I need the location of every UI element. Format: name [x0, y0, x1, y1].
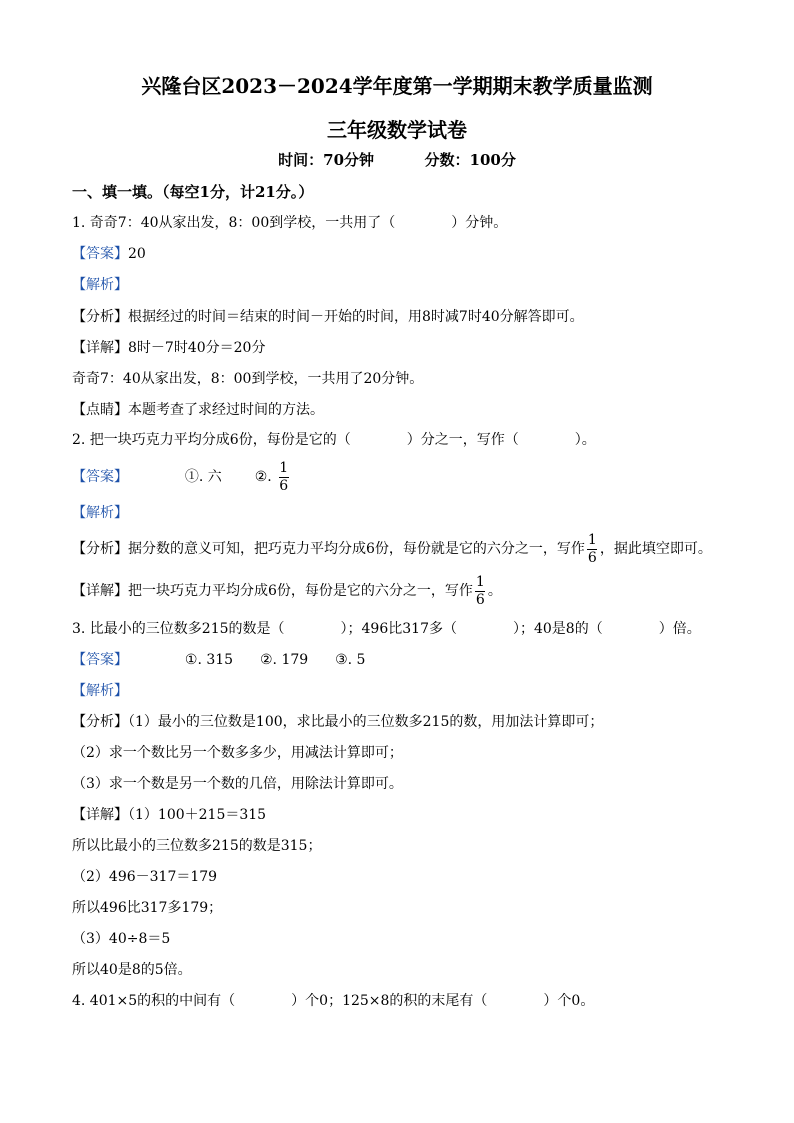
detail-text: 把一块巧克力平均分成6份，每份是它的六分之一，写作 [128, 583, 473, 599]
time-label: 时间：70分钟 [278, 151, 375, 169]
q1-analysis-head: 【解析】 [72, 277, 128, 293]
q3-analysis-head: 【解析】 [72, 683, 128, 699]
fraction-one-sixth: $\frac{1}{6}$ [279, 459, 289, 494]
analysis-tag: 【分析】 [72, 714, 128, 730]
q1-answer [72, 245, 146, 263]
q3-detail-5: （3）40÷8＝5 [72, 931, 171, 947]
q3-detail-6: 所以40是8的5倍。 [72, 962, 192, 978]
analysis-text: （1）最小的三位数是100，求比最小的三位数多215的数，用加法计算即可； [128, 714, 604, 730]
analysis-tag: 【分析】 [72, 309, 128, 325]
point-text: 本题考查了求经过时间的方法。 [128, 402, 324, 418]
analysis-text-end: ，据此填空即可。 [599, 541, 712, 557]
answer-value: 20 [128, 246, 146, 262]
exam-meta [0, 149, 794, 170]
q3-analysis [72, 713, 603, 731]
q2-answer [72, 460, 291, 494]
q3-detail-3: （2）496－317＝179 [72, 869, 218, 885]
fraction-one-sixth: $\frac{1}{6}$ [475, 573, 485, 608]
answer-tag: 【答案】 [72, 469, 128, 485]
detail-text-end: 。 [487, 583, 502, 599]
detail-tag: 【详解】 [72, 340, 128, 356]
score-label: 分数：100分 [424, 151, 516, 169]
detail-text: 8时－7时40分＝20分 [128, 340, 266, 356]
q1-stem: 1. 奇奇7：40从家出发，8：00到学校，一共用了（ ）分钟。 [72, 215, 508, 231]
exam-title: 兴隆台区2023－2024学年度第一学期期末教学质量监测 [141, 74, 653, 98]
analysis-tag: 【分析】 [72, 541, 128, 557]
fraction-one-sixth: $\frac{1}{6}$ [587, 531, 597, 566]
section-heading: 一、填一填。（每空1分，计21分。） [72, 183, 314, 201]
q3-analysis-3: （3）求一个数是另一个数的几倍，用除法计算即可。 [72, 776, 403, 792]
q2-detail [72, 574, 502, 608]
q3-detail-2: 所以比最小的三位数多215的数是315； [72, 838, 322, 854]
analysis-text: 根据经过的时间＝结束的时间－开始的时间，用8时减7时40分解答即可。 [128, 309, 584, 325]
q1-point [72, 401, 324, 419]
q1-detail-2: 奇奇7：40从家出发，8：00到学校，一共用了20分钟。 [72, 371, 424, 387]
q1-analysis [72, 308, 584, 326]
detail-tag: 【详解】 [72, 807, 128, 823]
detail-tag: 【详解】 [72, 583, 128, 599]
point-tag: 【点睛】 [72, 402, 128, 418]
answer-2: ②. [254, 469, 272, 485]
answer-tag: 【答案】 [72, 652, 128, 668]
q3-detail [72, 806, 266, 824]
exam-subtitle: 三年级数学试卷 [327, 118, 467, 142]
answer-3: ③. 5 [335, 652, 366, 668]
q1-detail [72, 339, 265, 357]
q3-answer [72, 651, 365, 669]
q4-stem: 4. 401×5的积的中间有（ ）个0；125×8的积的末尾有（ ）个0。 [72, 993, 595, 1009]
answer-1: ①. 315 [184, 652, 234, 668]
answer-2: ②. 179 [260, 652, 309, 668]
analysis-text: 据分数的意义可知，把巧克力平均分成6份，每份就是它的六分之一，写作 [128, 541, 585, 557]
q3-stem: 3. 比最小的三位数多215的数是（ ）；496比317多（ ）；40是8的（ ）倍。 [72, 621, 701, 637]
detail-text: （1）100＋215＝315 [128, 807, 267, 823]
q2-analysis-head: 【解析】 [72, 505, 128, 521]
q3-detail-4: 所以496比317多179； [72, 900, 223, 916]
q3-analysis-2: （2）求一个数比另一个数多多少，用减法计算即可； [72, 745, 403, 761]
q2-analysis [72, 532, 712, 566]
q2-stem: 2. 把一块巧克力平均分成6份，每份是它的（ ）分之一，写作（ ）。 [72, 432, 596, 448]
answer-tag: 【答案】 [72, 246, 128, 262]
answer-1: ①. 六 [184, 469, 222, 485]
